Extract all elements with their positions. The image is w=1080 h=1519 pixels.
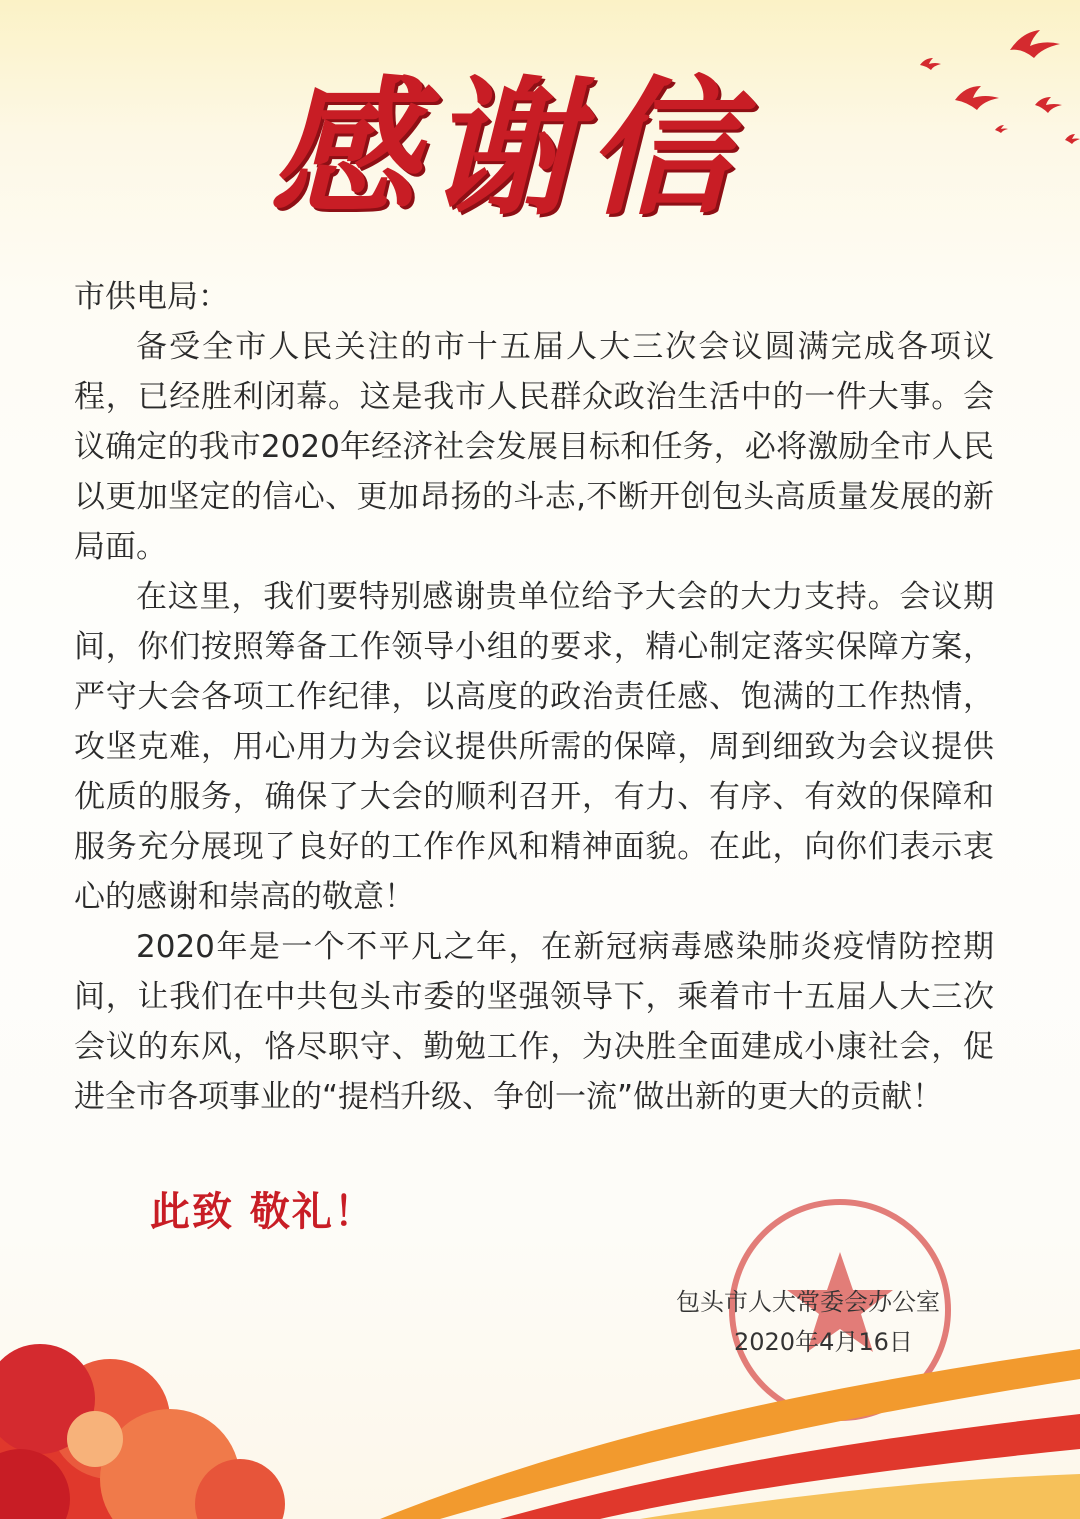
decorative-flowers-icon — [0, 1259, 330, 1519]
signature-date: 2020年4月16日 — [734, 1328, 913, 1356]
flying-birds-icon — [860, 20, 1080, 160]
paragraph-3: 2020年是一个不平凡之年，在新冠病毒感染肺炎疫情防控期间，让我们在中共包头市委的坚强领导下，乘着市十五届人大三次会议的东风，恪尽职守、勤勉工作，为决胜全面建成小康社会，促进全市各项事业的“提档升级、争创一流”做出新的更大的贡献！ — [74, 929, 994, 1115]
letter-title: 感谢信 — [270, 61, 744, 235]
paragraph-2: 在这里，我们要特别感谢贵单位给予大会的大力支持。会议期间，你们按照筹备工作领导小组的要求，精心制定落实保障方案，严守大会各项工作纪律，以高度的政治责任感、饱满的工作热情，攻坚克难，用心用力为会议提供所需的保障，周到细致为会议提供优质的服务，确保了大会的顺利召开，有力、有序、有效的保障和服务充分展现了良好的工作作风和精神面貌。在此，向你们表示衷心的感谢和崇高的敬意！ — [74, 579, 994, 915]
signature-organization: 包头市人大常委会办公室 — [676, 1288, 940, 1316]
decorative-ribbon-icon — [380, 1319, 1080, 1519]
paragraph-1: 备受全市人民关注的市十五届人大三次会议圆满完成各项议程，已经胜利闭幕。这是我市人民群众政治生活中的一件大事。会议确定的我市2020年经济社会发展目标和任务，必将激励全市人民以更加坚定的信心、更加昂扬的斗志,不断开创包头高质量发展的新局面。 — [74, 329, 994, 565]
recipient-line: 市供电局： — [74, 279, 229, 315]
letter-body — [74, 272, 994, 1122]
closing-salute: 此致 敬礼！ — [150, 1189, 376, 1235]
